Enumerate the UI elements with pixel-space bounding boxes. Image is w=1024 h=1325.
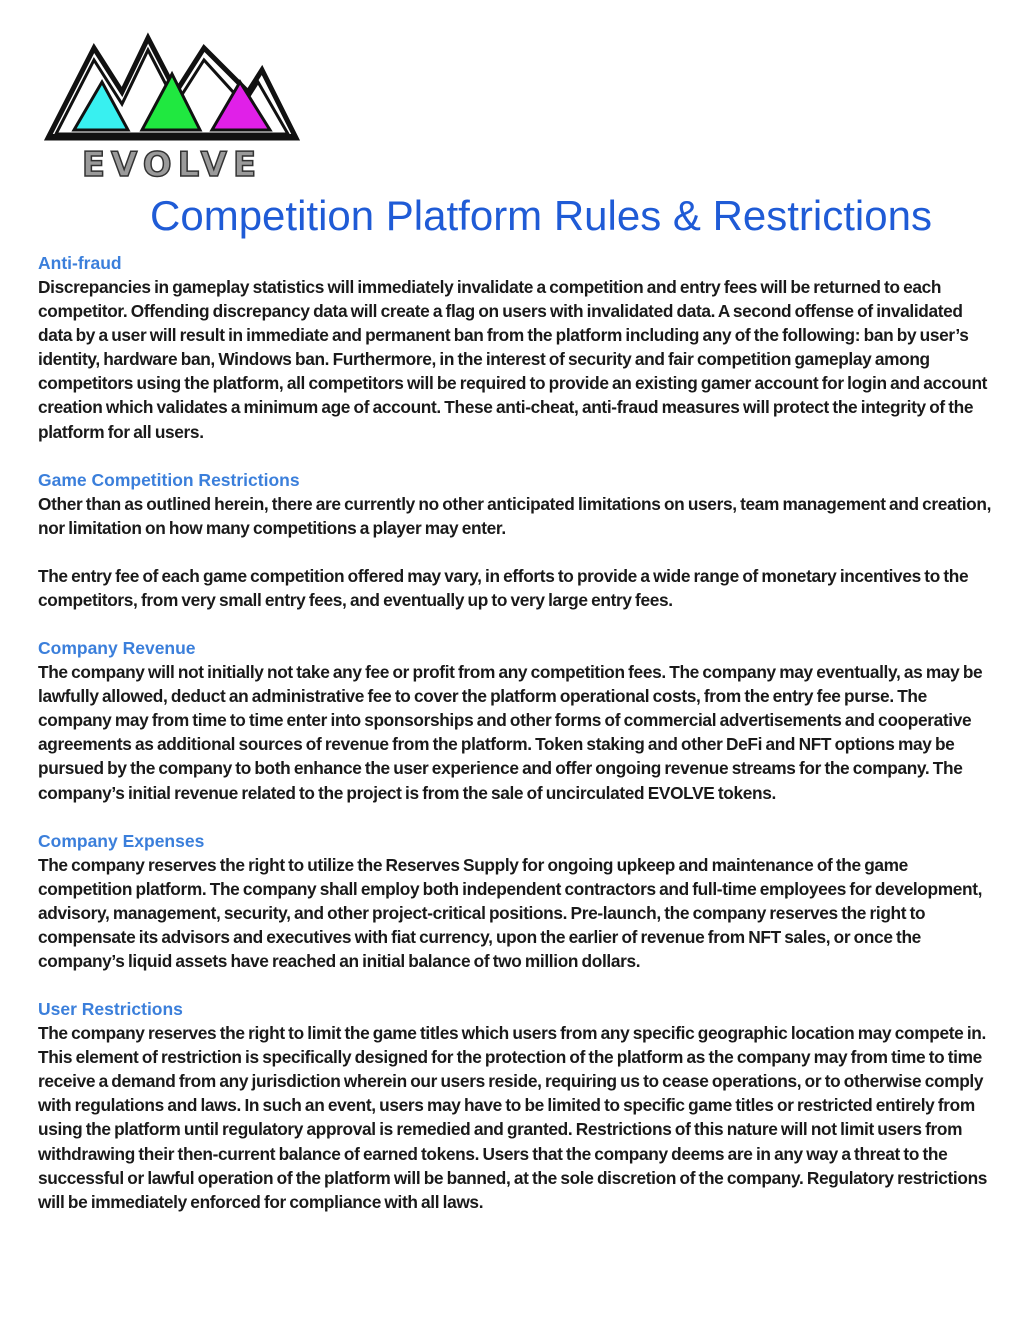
section-heading: User Restrictions — [38, 999, 183, 1020]
section-anti-fraud — [38, 251, 998, 444]
section-paragraph: The company reserves the right to limit the game titles which users from any specific geographic location may compete in. This element of restriction is specifically designed for the protection of the platform as the company may from time to time receive a demand from any jurisdiction wherein our users reside, requiring us to cease operations, or to otherwise comply with regulations and laws. In such an event, users may have to be limited to specific game titles or restricted entirely from using the platform until regulatory approval is remedied and granted. Restrictions of this nature will not limit users from withdrawing their then-current balance of earned tokens. Users that the company deems are in any way a threat to the successful or lawful operation of the platform will be banned, at the sole discretion of the company. Regulatory restrictions will be immediately enforced for compliance with all laws. — [38, 1023, 988, 1212]
section-paragraph: Discrepancies in gameplay statistics will immediately invalidate a competition and entry fees will be returned to each competitor. Offending discrepancy data will create a flag on users with invalidated data. A second offense of invalidated data by a user will result in immediate and permanent ban from the platform including any of the following: ban by user’s identity, hardware ban, Windows ban. Furthermore, in the interest of security and fair competition gameplay among competitors using the platform, all competitors will be required to provide an existing gamer account for login and account creation which validates a minimum age of account. These anti-cheat, anti-fraud measures will protect the integrity of the platform for all users. — [38, 277, 988, 442]
section-heading: Anti-fraud — [38, 253, 122, 273]
section-heading: Game Competition Restrictions — [38, 469, 300, 490]
section-user-restrictions — [38, 997, 998, 1214]
document-body — [38, 251, 998, 1238]
section-paragraph: The entry fee of each game competition offered may vary, in efforts to provide a wide range of monetary incentives to the competitors, from very small entry fees, and eventually up to very large entry fees. — [38, 565, 969, 610]
evolve-wordmark — [82, 145, 262, 182]
evolve-logo-graphic — [44, 30, 300, 182]
section-paragraph: Other than as outlined herein, there are currently no other anticipated limitations on users, team management and creation, nor limitation on how many competitions a player may enter. — [38, 493, 992, 538]
section-company-revenue — [38, 636, 998, 805]
evolve-logo — [44, 30, 300, 182]
section-paragraph: The company reserves the right to utilize the Reserves Supply for ongoing upkeep and maintenance of the game competition platform. The company shall employ both independent contractors and full-time employees for development, advisory, management, security, and other project-critical positions. Pre-launch, the company reserves the right to compensate its advisors and executives with fiat currency, upon the earlier of revenue from NFT sales, or once the company’s liquid assets have reached an initial balance of two million dollars. — [38, 854, 983, 971]
section-game-competition-restrictions — [38, 468, 998, 612]
section-heading: Company Revenue — [38, 638, 196, 659]
section-company-expenses — [38, 829, 998, 973]
section-heading: Company Expenses — [38, 830, 205, 851]
section-paragraph: The company will not initially not take any fee or profit from any competition fees. The company may eventually, as may be lawfully allowed, deduct an administrative fee to cover the platform operational costs, from the entry fee purse. The company may from time to time enter into sponsorships and other forms of commercial advertisements and cooperative agreements as additional sources of revenue from the platform. Token staking and other DeFi and NFT options may be pursued by the company to both enhance the user experience and offer ongoing revenue streams for the company. The company’s initial revenue related to the project is from the sale of uncirculated EVOLVE tokens. — [38, 662, 983, 803]
evolve-wordmark-text: EVOLVE — [81, 145, 263, 182]
page-title: Competition Platform Rules & Restrictions — [150, 192, 932, 239]
